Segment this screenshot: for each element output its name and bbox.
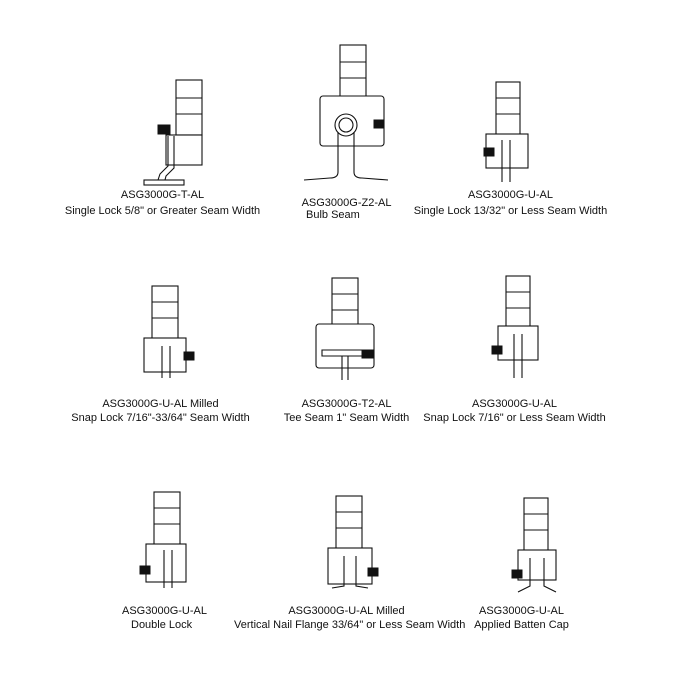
clamp-model-3: ASG3000G-U-AL	[468, 189, 553, 201]
clamp-model-9: ASG3000G-U-AL	[479, 605, 564, 617]
clamp-desc-6: Snap Lock 7/16" or Less Seam Width	[423, 412, 606, 424]
clamp-illustration-u-snap-lock	[402, 268, 627, 398]
clamp-desc-9: Applied Batten Cap	[474, 619, 569, 631]
clamp-model-7: ASG3000G-U-AL	[122, 605, 207, 617]
clamp-desc-4: Snap Lock 7/16"-33/64" Seam Width	[71, 412, 250, 424]
clamp-cell-3	[398, 70, 623, 275]
clamp-cell-6	[402, 268, 627, 473]
clamp-desc-3: Single Lock 13/32" or Less Seam Width	[413, 205, 608, 217]
clamp-desc-1: Single Lock 5/8" or Greater Seam Width	[64, 205, 261, 217]
clamp-illustration-u-batten-cap	[422, 488, 647, 618]
clamp-cell-9	[422, 488, 647, 693]
clamp-desc-2: Bulb Seam	[306, 209, 360, 221]
clamp-desc-8: Vertical Nail Flange 33/64" or Less Seam Width	[234, 619, 466, 631]
clamp-desc-5: Tee Seam 1" Seam Width	[283, 412, 410, 424]
clamp-model-1: ASG3000G-T-AL	[120, 189, 205, 201]
clamp-model-5: ASG3000G-T2-AL	[301, 398, 392, 410]
clamp-model-6: ASG3000G-U-AL	[472, 398, 557, 410]
clamp-desc-7: Double Lock	[131, 619, 193, 631]
clamp-model-4: ASG3000G-U-AL Milled	[102, 398, 219, 410]
clamp-model-2: ASG3000G-Z2-AL	[301, 197, 392, 209]
clamp-model-8: ASG3000G-U-AL Milled	[288, 605, 405, 617]
clamp-illustration-u-single-lock	[398, 70, 623, 200]
